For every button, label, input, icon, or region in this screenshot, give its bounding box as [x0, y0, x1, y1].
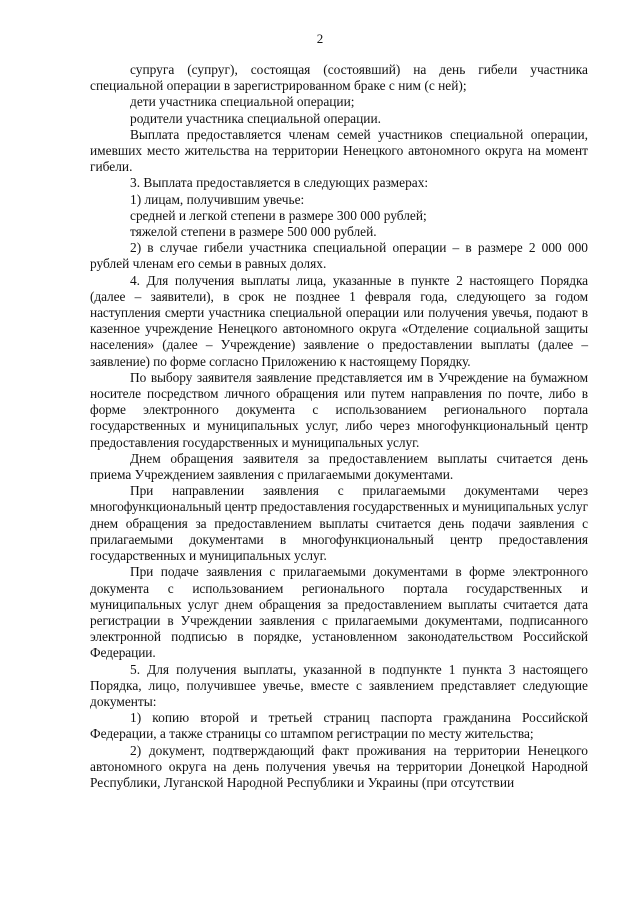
- paragraph-severe-injury: тяжелой степени в размере 500 000 рублей.: [130, 224, 377, 240]
- paragraph-parents: родители участника специальной операции.: [130, 110, 381, 126]
- paragraph-section-5-documents: 5. Для получения выплаты, указанной в подпункте 1 пункта 3 настоящего Порядка, лицо, получившее увечье, вместе с заявлением представляет следующие документы:: [90, 661, 588, 709]
- paragraph-residence-proof: 2) документ, подтверждающий факт проживания на территории Ненецкого автономного округа на день получения увечья на территории Донецкой Народной Республики, Луганской Народной Республики и Украины (при отсутствии: [90, 742, 588, 790]
- paragraph-death-payment: 2) в случае гибели участника специальной операции – в размере 2 000 000 рублей членам его семьи в равных долях.: [90, 240, 588, 272]
- paragraph-electronic-submission: При подаче заявления с прилагаемыми документами в форме электронного документа с использованием регионального портала государственных и муниципальных услуг днем обращения за предоставлением выплаты считается дата регистрации в Учреждении заявления с прилагаемыми документами, подписанного электронной подписью в порядке, установленном законодательством Российской Федерации.: [90, 564, 588, 661]
- document-body: [90, 62, 588, 791]
- paragraph-medium-light-injury: средней и легкой степени в размере 300 000 рублей;: [130, 207, 427, 223]
- paragraph-spouse: супруга (супруг), состоящая (состоявший) на день гибели участника специальной операции в зарегистрированном браке с ним (с ней);: [90, 62, 588, 94]
- paragraph-submission-methods: По выбору заявителя заявление представляется им в Учреждение на бумажном носителе посредством личного обращения или путем направления по почте, либо в форме электронного документа с использованием регионального портала государственных и муниципальных услуг, либо через многофункциональный центр предоставления государственных и муниципальных услуг.: [90, 369, 588, 450]
- paragraph-payment-residence: Выплата предоставляется членам семей участников специальной операции, имевших место жительства на территории Ненецкого автономного округа на момент гибели.: [90, 126, 588, 175]
- paragraph-injury-recipients: 1) лицам, получившим увечье:: [130, 191, 305, 207]
- paragraph-mfc-submission: При направлении заявления с прилагаемыми документами через многофункциональный центр предоставления государственных и муниципальных услуг днем обращения за предоставлением выплаты считается день подачи заявления с прилагаемыми документами в многофункциональный центр предоставления государственных и муниципальных услуг.: [90, 483, 588, 564]
- paragraph-section-3-heading: 3. Выплата предоставляется в следующих размерах:: [130, 175, 429, 191]
- paragraph-section-4-application: 4. Для получения выплаты лица, указанные в пункте 2 настоящего Порядка (далее – заявители), в срок не позднее 1 февраля года, следующего за годом наступления смерти участника специальной операции или получения увечья, подают в казенное учреждение Ненецкого автономного округа «Отделение социальной защиты населения» (далее – Учреждение) заявление о предоставлении выплаты (далее – заявление) по форме согласно Приложению к настоящему Порядку.: [90, 272, 588, 369]
- page-number: 2: [316, 31, 324, 46]
- paragraph-passport-copy: 1) копию второй и третьей страниц паспорта гражданина Российской Федерации, а также страницы со штампом регистрации по месту жительства;: [90, 710, 588, 742]
- paragraph-application-date: Днем обращения заявителя за предоставлением выплаты считается день приема Учреждением заявления с прилагаемыми документами.: [90, 450, 588, 483]
- paragraph-children: дети участника специальной операции;: [130, 94, 355, 110]
